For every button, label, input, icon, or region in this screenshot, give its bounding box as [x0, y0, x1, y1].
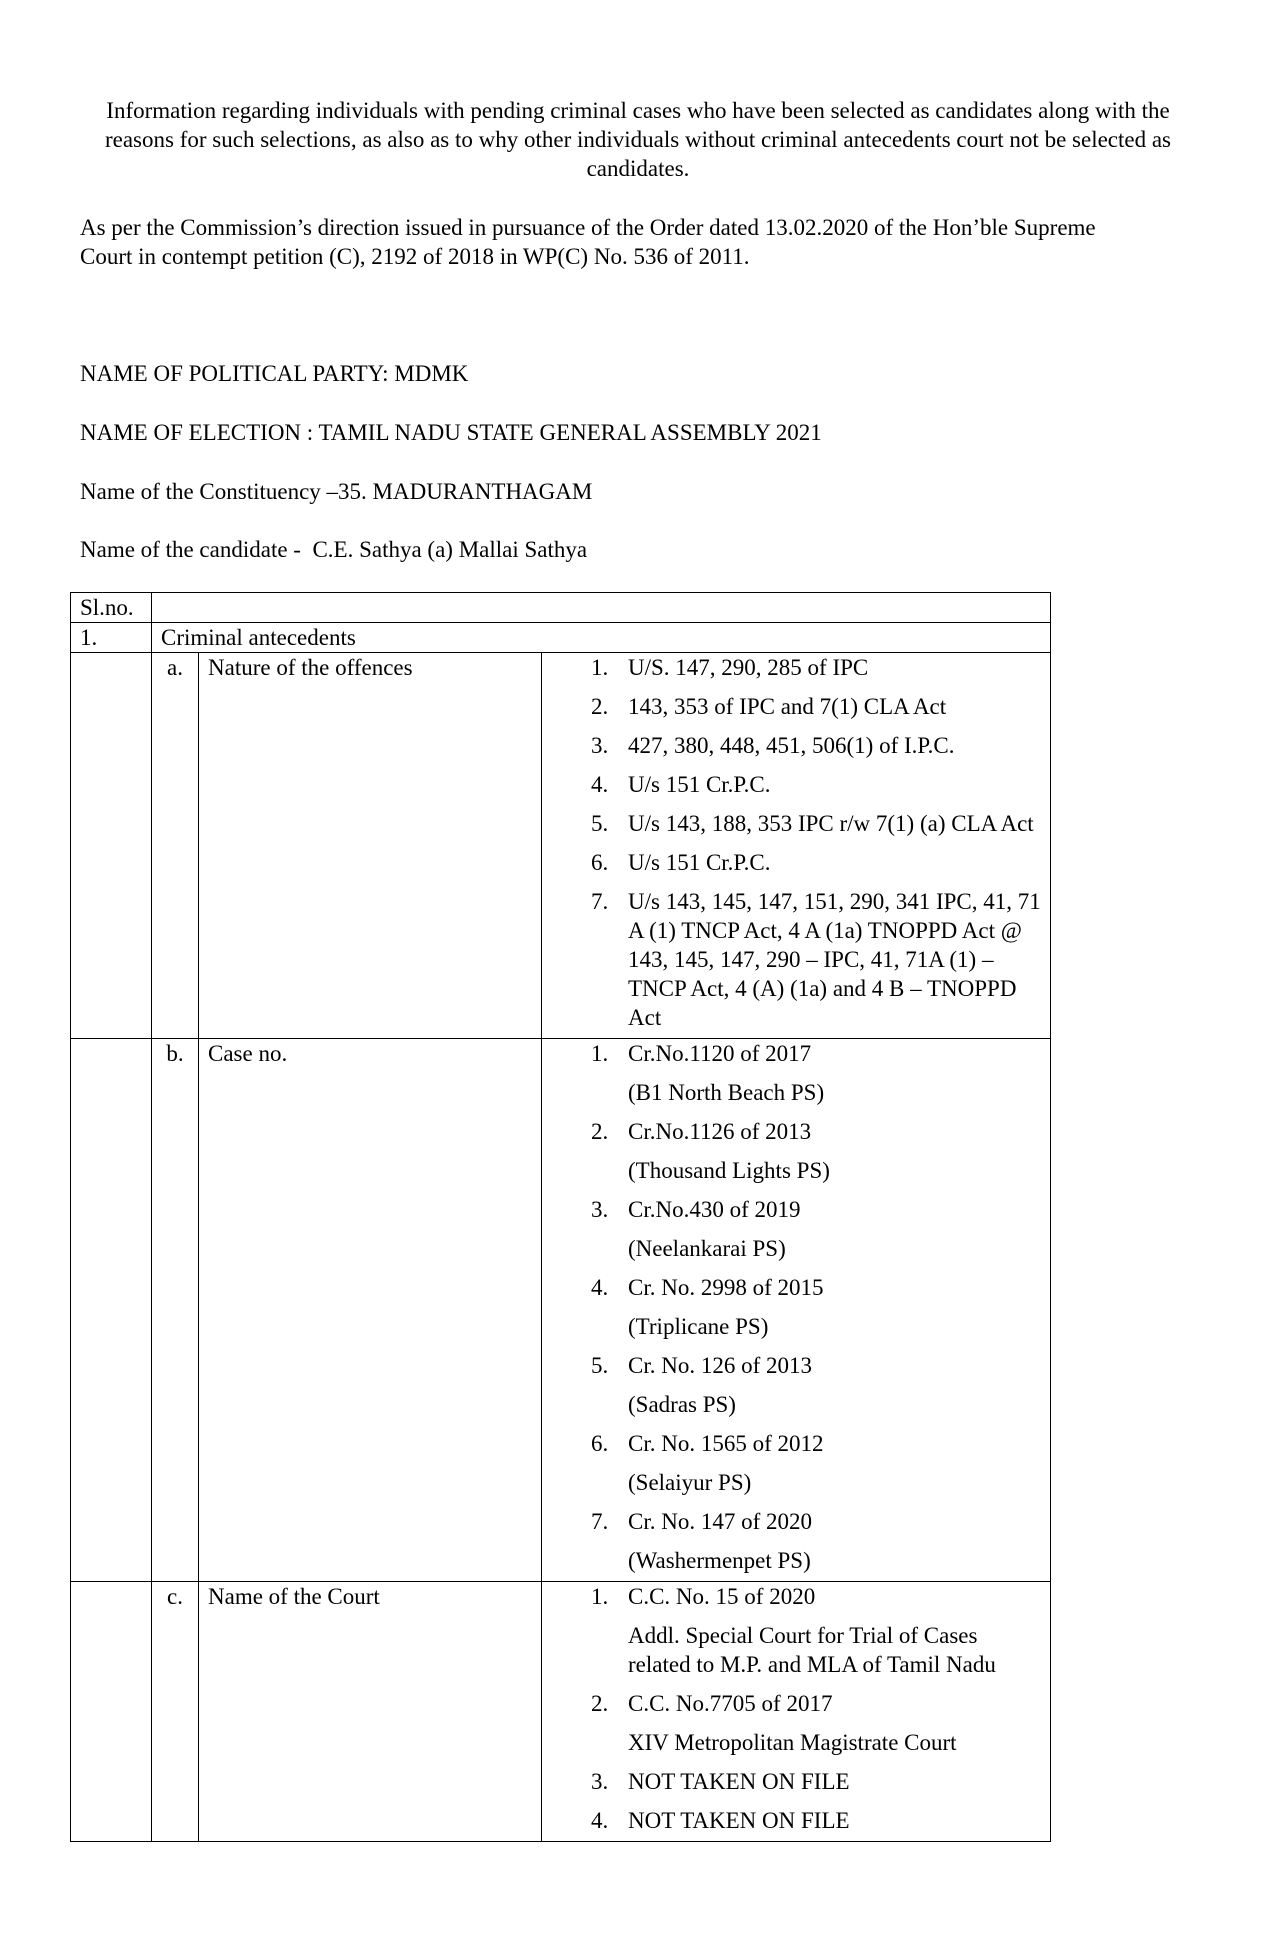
- row-title: Criminal antecedents: [152, 623, 1051, 653]
- row-number: 1.: [71, 623, 152, 653]
- item-number: 5.: [591, 1353, 609, 1378]
- list-item: [591, 887, 1041, 1032]
- list-item: [591, 1117, 1041, 1185]
- list-item: [591, 692, 1041, 721]
- item-number: 1.: [591, 1584, 609, 1609]
- list-item: [591, 1429, 1041, 1497]
- list-item: [591, 1689, 1041, 1757]
- item-text: Cr.No.1126 of 2013: [628, 1119, 812, 1144]
- section-row-case-no: [71, 1039, 1051, 1582]
- item-number: 3.: [591, 1197, 609, 1222]
- header-empty-cell: [152, 593, 1051, 623]
- item-number: 4.: [591, 772, 609, 797]
- item-number: 3.: [591, 733, 609, 758]
- item-detail: (Neelankarai PS): [628, 1236, 786, 1261]
- item-number: 1.: [591, 655, 609, 680]
- item-text: NOT TAKEN ON FILE: [628, 1769, 850, 1794]
- item-number: 7.: [591, 1509, 609, 1534]
- item-number: 4.: [591, 1808, 609, 1833]
- section-row-offences: [71, 653, 1051, 1039]
- table-header-row: [71, 593, 1051, 623]
- list-item: [591, 770, 1041, 799]
- list-item: [591, 653, 1041, 682]
- intro-heading: Information regarding individuals with pending criminal cases who have been selected as candidates along with the reasons for such selections, as also as to why other individuals without criminal antecedents court not be selected as candidates.: [104, 98, 1172, 181]
- item-number: 1.: [591, 1041, 609, 1066]
- item-number: 2.: [591, 694, 609, 719]
- item-text: U/s 151 Cr.P.C.: [628, 850, 771, 875]
- criminal-antecedents-table: [70, 592, 1051, 1842]
- item-text: 427, 380, 448, 451, 506(1) of I.P.C.: [628, 733, 955, 758]
- item-number: 7.: [591, 889, 609, 914]
- empty-cell: [71, 1039, 152, 1582]
- item-detail: (Sadras PS): [628, 1392, 736, 1417]
- list-item: [591, 848, 1041, 877]
- item-text: 143, 353 of IPC and 7(1) CLA Act: [628, 694, 947, 719]
- item-detail: (B1 North Beach PS): [628, 1080, 825, 1105]
- item-detail: (Thousand Lights PS): [628, 1158, 830, 1183]
- list-item: [591, 731, 1041, 760]
- list-item: [591, 1806, 1041, 1835]
- section-items: [551, 1039, 1041, 1581]
- section-row-court: [71, 1582, 1051, 1842]
- item-number: 2.: [591, 1119, 609, 1144]
- list-item: [591, 1273, 1041, 1341]
- item-text: NOT TAKEN ON FILE: [628, 1808, 850, 1833]
- item-text: C.C. No.7705 of 2017: [628, 1691, 833, 1716]
- item-text: U/s 143, 145, 147, 151, 290, 341 IPC, 41, 71 A (1) TNCP Act, 4 A (1a) TNOPPD Act @ 143, 145, 147, 290 – IPC, 41, 71A (1) – TNCP Act, 4 (A) (1a) and 4 B – TNOPPD Act: [628, 889, 1041, 1030]
- item-number: 6.: [591, 1431, 609, 1456]
- item-text: C.C. No. 15 of 2020: [628, 1584, 816, 1609]
- item-detail: (Selaiyur PS): [628, 1470, 752, 1495]
- election-name: NAME OF ELECTION : TAMIL NADU STATE GENERAL ASSEMBLY 2021: [80, 420, 822, 445]
- list-item: [591, 1582, 1041, 1679]
- item-text: Cr. No. 1565 of 2012: [628, 1431, 824, 1456]
- item-text: U/s 151 Cr.P.C.: [628, 772, 771, 797]
- item-detail: (Washermenpet PS): [628, 1548, 811, 1573]
- party-name: NAME OF POLITICAL PARTY: MDMK: [80, 361, 469, 386]
- item-detail: (Triplicane PS): [628, 1314, 769, 1339]
- list-item: [591, 1507, 1041, 1575]
- list-item: [591, 1767, 1041, 1796]
- section-letter: a.: [152, 653, 199, 1039]
- section-items: [551, 1582, 1041, 1841]
- item-text: Cr. No. 2998 of 2015: [628, 1275, 824, 1300]
- section-label: Name of the Court: [199, 1582, 542, 1842]
- item-text: Cr.No.1120 of 2017: [628, 1041, 812, 1066]
- slno-header: Sl.no.: [71, 593, 152, 623]
- item-number: 2.: [591, 1691, 609, 1716]
- item-number: 3.: [591, 1769, 609, 1794]
- section-letter: b.: [152, 1039, 199, 1582]
- section-letter: c.: [152, 1582, 199, 1842]
- constituency-name: Name of the Constituency –35. MADURANTHAGAM: [80, 479, 593, 504]
- section-items: [551, 653, 1041, 1038]
- section-label: Nature of the offences: [199, 653, 542, 1039]
- empty-cell: [71, 1582, 152, 1842]
- item-text: Cr. No. 147 of 2020: [628, 1509, 812, 1534]
- empty-cell: [71, 653, 152, 1039]
- list-item: [591, 809, 1041, 838]
- section-label: Case no.: [199, 1039, 542, 1582]
- list-item: [591, 1351, 1041, 1419]
- item-number: 5.: [591, 811, 609, 836]
- item-text: Cr.No.430 of 2019: [628, 1197, 801, 1222]
- commission-direction: As per the Commission’s direction issued in pursuance of the Order dated 13.02.2020 of the Hon’ble Supreme Court in contempt petition (C), 2192 of 2018 in WP(C) No. 536 of 2011.: [80, 215, 1096, 269]
- item-text: Cr. No. 126 of 2013: [628, 1353, 812, 1378]
- list-item: [591, 1195, 1041, 1263]
- item-detail: XIV Metropolitan Magistrate Court: [628, 1730, 957, 1755]
- item-number: 6.: [591, 850, 609, 875]
- item-detail: Addl. Special Court for Trial of Cases related to M.P. and MLA of Tamil Nadu: [628, 1623, 996, 1677]
- item-number: 4.: [591, 1275, 609, 1300]
- list-item: [591, 1039, 1041, 1107]
- item-text: U/S. 147, 290, 285 of IPC: [628, 655, 869, 680]
- table-row: [71, 623, 1051, 653]
- item-text: U/s 143, 188, 353 IPC r/w 7(1) (a) CLA Act: [628, 811, 1034, 836]
- candidate-name: Name of the candidate - C.E. Sathya (a) Mallai Sathya: [80, 537, 588, 562]
